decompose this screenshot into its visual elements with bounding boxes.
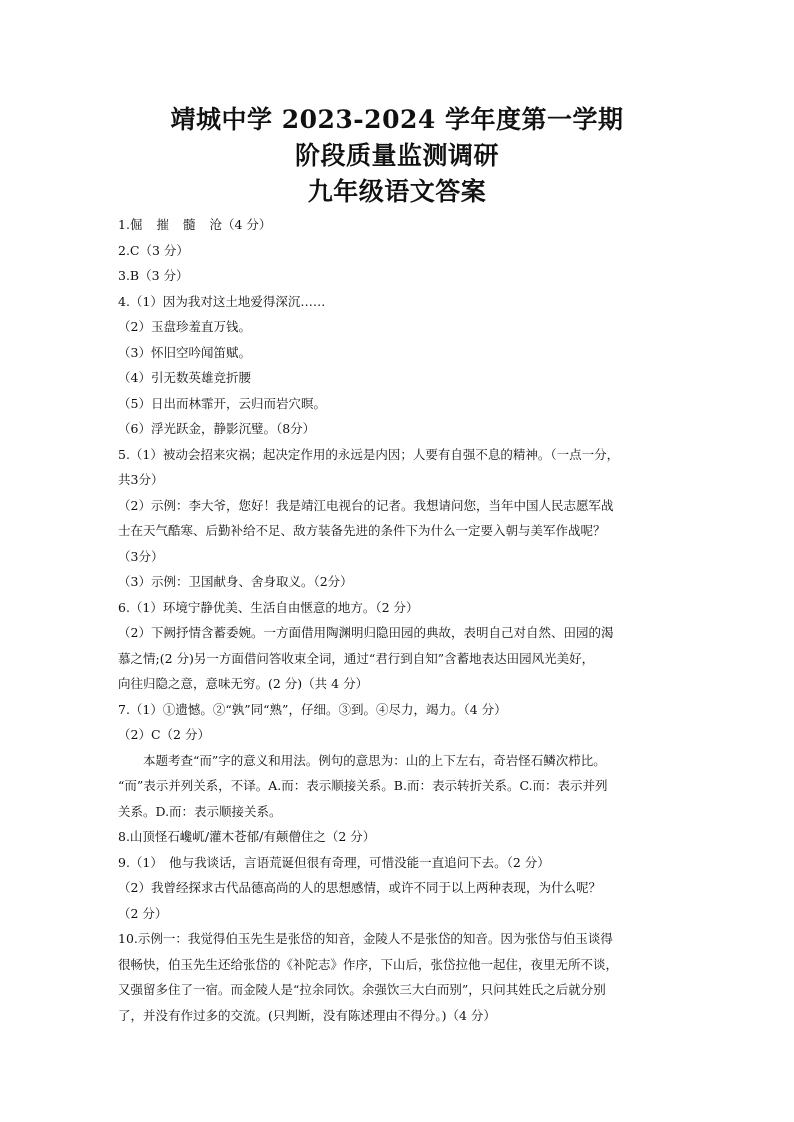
answer-q4-line: （3）怀旧空吟闻笛赋。: [118, 344, 251, 360]
answer-q1-word: 摧: [156, 217, 169, 232]
answer-q1-word: 髓: [182, 217, 196, 232]
answer-q9-line: （2 分）: [118, 905, 168, 921]
answer-q9-line: （2）我曾经探求古代品德高尚的人的思想感情，或许不同于以上两种表现，为什么呢？: [118, 880, 601, 895]
answer-q5-line: （2）示例：李大爷，您好！我是靖江电视台的记者。我想请问您，当年中国人民志愿军战: [118, 497, 614, 513]
answer-q7-explanation: 关系。D.而：表示顺接关系。: [118, 803, 282, 819]
answer-q8: 8.山顶怪石巉屼/灌木苍郁/有颠僧住之（2 分）: [118, 829, 376, 844]
answer-q2: 2.C（3 分）: [118, 242, 189, 258]
answer-q4-line: （5）日出而林霏开，云归而岩穴暝。: [118, 395, 326, 411]
answer-q4-line: 4.（1）因为我对这土地爱得深沉……: [118, 293, 326, 309]
answer-q6-line: 慕之情;(2 分)另一方面借问答收束全词，通过“君行到自知”含蓄地表达田园风光美好，: [118, 650, 595, 666]
answer-q4-line: （4）引无数英雄竞折腰: [118, 370, 251, 385]
answer-q7-explanation: 本题考查“而”字的意义和用法。例句的意思为：山的上下左右，奇岩怪石鳞次栉比。: [143, 752, 606, 768]
answer-q5-line: 士在天气酷寒、后勤补给不足、敌方装备先进的条件下为什么一定要入朝与美军作战呢？: [118, 523, 606, 538]
answer-q5-line: 共3分）: [118, 472, 164, 487]
answer-q4-line: （6）浮光跃金，静影沉璧。（8分）: [118, 421, 316, 436]
answer-q1-number: 1.: [118, 217, 130, 232]
answer-q10-line: 很畅快，伯玉先生还给张岱的《补陀志》作序，下山后，张岱拉他一起住，夜里无所不谈，: [118, 956, 619, 972]
answer-q7-line: （2）C（2 分）: [118, 727, 210, 742]
answer-q6-line: 6.（1）环境宁静优美、生活自由惬意的地方。（2 分）: [118, 599, 419, 615]
answer-q7-line: 7.（1）①遗憾。②“孰”同“熟”，仔细。③到。④尽力，竭力。（4 分）: [118, 701, 507, 717]
answer-q1-score: （4 分）: [222, 217, 272, 232]
title-answer-key: 九年级语文答案: [307, 177, 487, 206]
answer-q1-word: 沧: [209, 217, 222, 232]
title-exam-name: 阶段质量监测调研: [294, 141, 499, 170]
answer-q5-line: （3分）: [118, 548, 164, 564]
answer-q1-word: 倔: [129, 217, 143, 232]
title-school-term: 靖城中学 2023-2024 学年度第一学期: [170, 105, 624, 134]
answer-q10-line: 又强留多住了一宿。而金陵人是“拉余同饮。余强饮三大白而别”，只问其姓氏之后就分别: [118, 982, 606, 997]
answer-q7-explanation: “而”表示并列关系，不译。A.而：表示顺接关系。B.而：表示转折关系。C.而：表示并列: [118, 778, 608, 793]
answer-list: [118, 212, 680, 1028]
answer-q9-line: 9.（1） 他与我谈话，言语荒诞但很有奇理，可惜没能一直追问下去。（2 分）: [118, 854, 550, 870]
answer-q4-line: （2）玉盘珍羞直万钱。: [118, 319, 251, 334]
answer-q6-line: 向往归隐之意，意味无穷。(2 分)（共 4 分）: [118, 676, 369, 691]
title-block: [0, 102, 794, 210]
answer-q5-line: 5.（1）被动会招来灾祸；起决定作用的永远是内因；人要有自强不息的精神。（一点一分，: [118, 446, 620, 462]
answer-q6-line: （2）下阙抒情含蓄委婉。一方面借用陶渊明归隐田园的典故，表明自己对自然、田园的渴: [118, 625, 614, 640]
answer-q10-line: 10.示例一：我觉得伯玉先生是张岱的知音，金陵人不是张岱的知音。因为张岱与伯玉谈得: [118, 931, 613, 946]
answer-q5-line: （3）示例：卫国献身、舍身取义。（2分）: [118, 574, 353, 589]
answer-q10-line: 了，并没有作过多的交流。(只判断，没有陈述理由不得分。)（4 分）: [118, 1007, 496, 1023]
answer-q1: [118, 212, 680, 238]
answer-q3: 3.B（3 分）: [118, 268, 189, 283]
